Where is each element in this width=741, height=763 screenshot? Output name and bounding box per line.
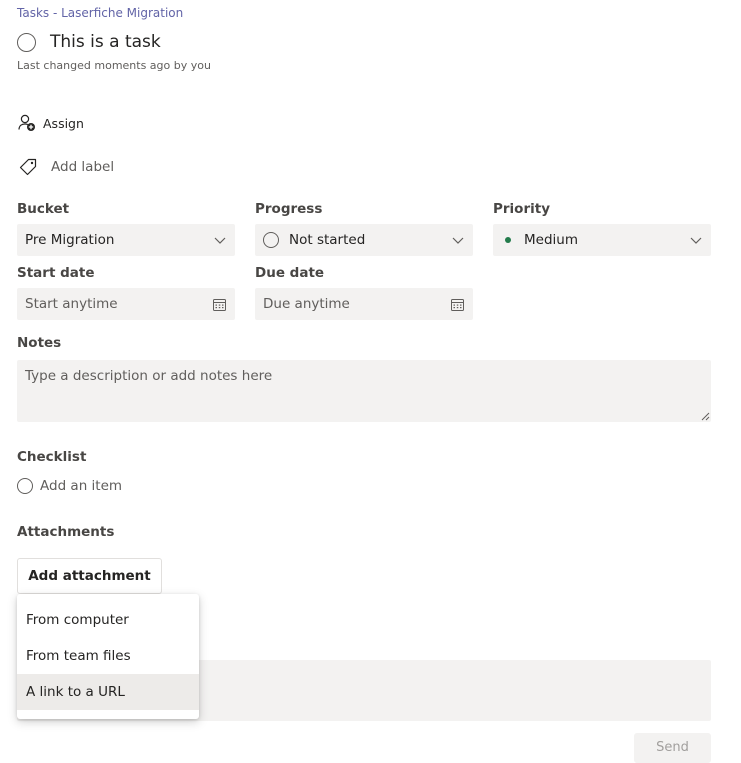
send-button[interactable]: Send [634, 733, 711, 763]
notes-placeholder: Type a description or add notes here [25, 368, 273, 384]
add-label-text: Add label [51, 159, 115, 175]
start-date-placeholder: Start anytime [25, 296, 118, 312]
add-person-icon [17, 114, 37, 132]
bucket-dropdown[interactable] [17, 224, 235, 256]
complete-task-checkbox[interactable] [17, 33, 36, 52]
chevron-down-icon [451, 233, 465, 247]
assign-label: Assign [43, 115, 84, 131]
calendar-icon [450, 297, 465, 312]
bucket-value: Pre Migration [25, 232, 115, 248]
due-date-label: Due date [255, 265, 325, 281]
task-title-row [17, 32, 161, 52]
menu-item-link-to-url[interactable]: A link to a URL [17, 674, 199, 710]
bucket-label: Bucket [17, 201, 70, 217]
calendar-icon [212, 297, 227, 312]
priority-value: Medium [524, 232, 578, 248]
attachment-menu [17, 594, 199, 719]
priority-dropdown[interactable] [493, 224, 711, 256]
attachments-label: Attachments [17, 524, 115, 540]
chevron-down-icon [689, 233, 703, 247]
notes-textarea[interactable] [17, 360, 711, 422]
progress-dropdown[interactable] [255, 224, 473, 256]
breadcrumb[interactable]: Tasks - Laserfiche Migration [17, 6, 184, 20]
notes-label: Notes [17, 335, 62, 351]
add-label-button[interactable] [19, 158, 114, 176]
checklist-item-circle-icon [17, 478, 33, 494]
not-started-icon [263, 232, 279, 248]
last-changed-text: Last changed moments ago by you [17, 59, 211, 72]
checklist-label: Checklist [17, 449, 87, 465]
due-date-placeholder: Due anytime [263, 296, 350, 312]
add-checklist-item[interactable] [17, 478, 122, 494]
start-date-input[interactable] [17, 288, 235, 320]
add-attachment-button[interactable]: Add attachment [17, 558, 162, 594]
menu-item-from-team-files[interactable]: From team files [26, 648, 131, 664]
assign-button[interactable] [17, 114, 84, 132]
chevron-down-icon [213, 233, 227, 247]
menu-item-from-computer[interactable]: From computer [26, 612, 129, 628]
start-date-label: Start date [17, 265, 95, 281]
progress-label: Progress [255, 201, 323, 217]
priority-label: Priority [493, 201, 550, 217]
progress-value: Not started [289, 232, 366, 248]
tag-icon [19, 158, 37, 176]
task-title[interactable]: This is a task [50, 32, 161, 52]
due-date-input[interactable] [255, 288, 473, 320]
add-item-text: Add an item [40, 478, 123, 494]
medium-priority-dot-icon [505, 237, 511, 243]
resize-handle-icon[interactable] [700, 411, 710, 421]
